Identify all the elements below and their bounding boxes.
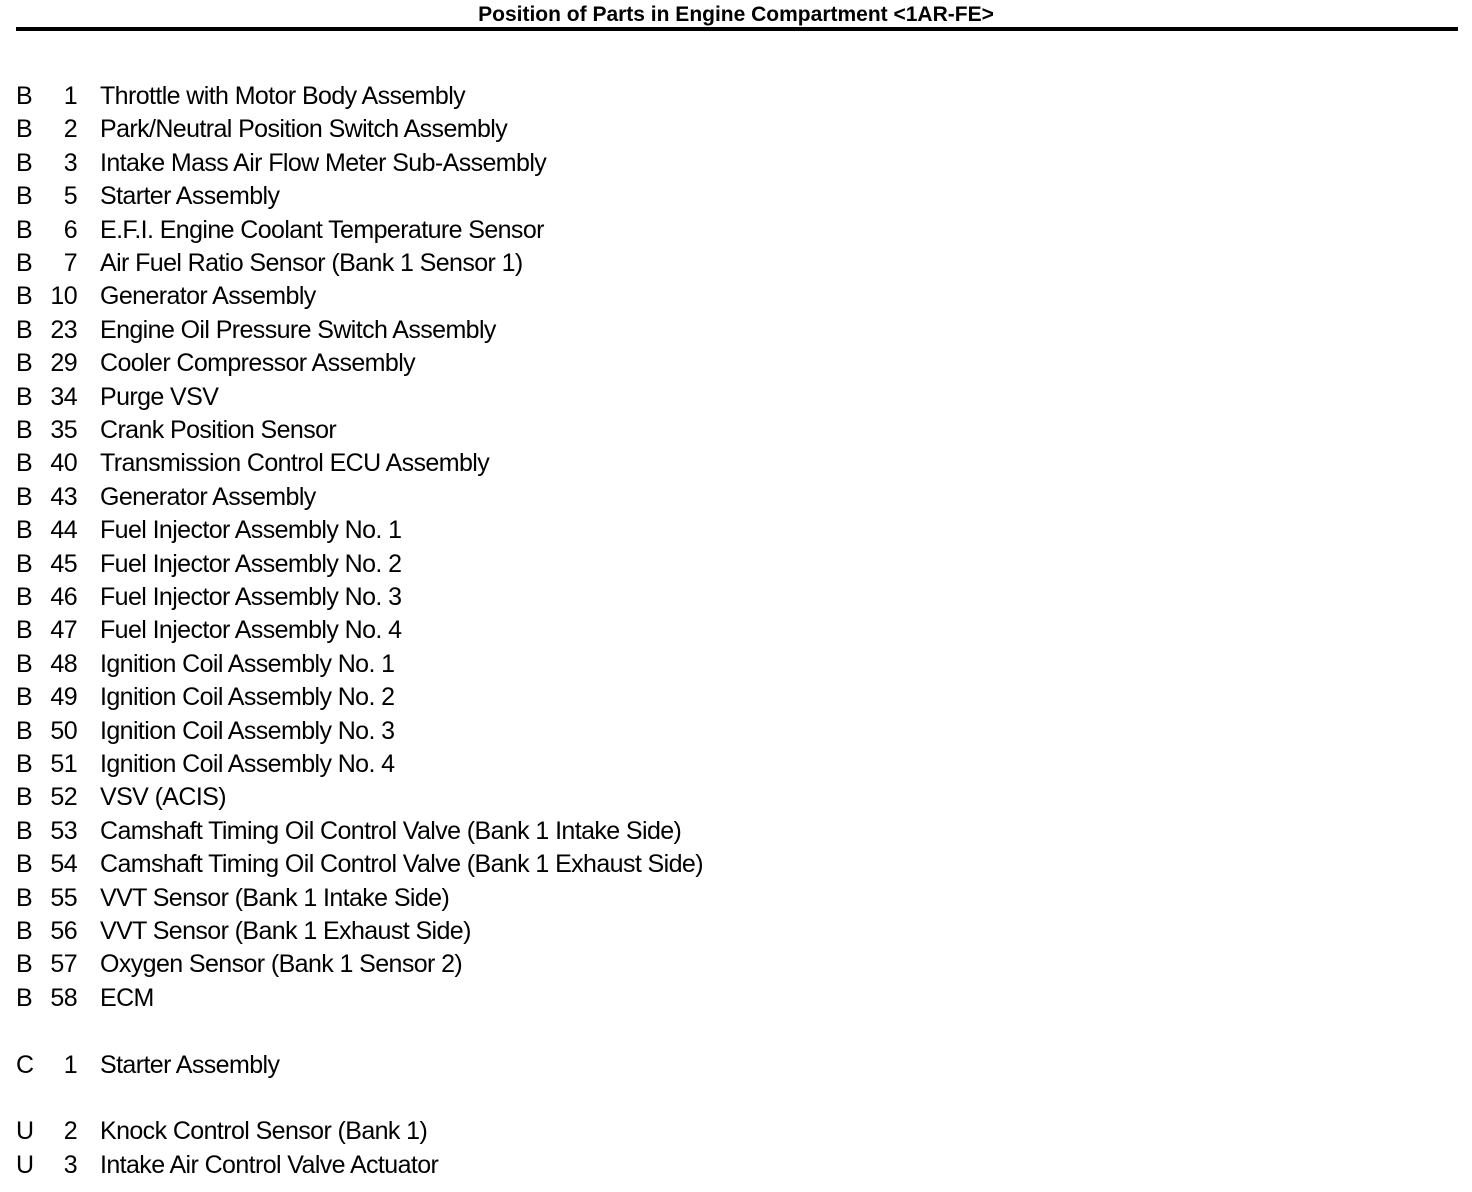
part-number: 47 (50, 616, 77, 644)
part-number: 5 (63, 182, 77, 210)
part-name: Engine Oil Pressure Switch Assembly (100, 316, 496, 344)
part-row (0, 982, 900, 1015)
part-row (0, 280, 900, 313)
part-connector-code: B (16, 750, 33, 778)
part-name: VVT Sensor (Bank 1 Intake Side) (100, 884, 450, 912)
part-connector-code: B (16, 817, 33, 845)
part-connector-code: B (16, 650, 33, 678)
part-row (0, 548, 900, 581)
part-row (0, 113, 900, 146)
part-number: 40 (50, 449, 77, 477)
part-connector-code: C (16, 1051, 34, 1079)
part-number: 49 (50, 683, 77, 711)
part-number: 10 (50, 282, 77, 310)
part-number: 1 (63, 1051, 77, 1079)
part-number: 34 (50, 383, 77, 411)
part-number: 2 (63, 1117, 77, 1145)
part-name: ECM (100, 984, 154, 1012)
part-row (0, 381, 900, 414)
part-name: Fuel Injector Assembly No. 3 (100, 583, 402, 611)
part-name: Crank Position Sensor (100, 416, 337, 444)
part-row (0, 748, 900, 781)
part-name: Ignition Coil Assembly No. 4 (100, 750, 395, 778)
part-name: Intake Mass Air Flow Meter Sub-Assembly (100, 149, 547, 177)
part-row (0, 414, 900, 447)
part-connector-code: B (16, 249, 33, 277)
part-name: Generator Assembly (100, 483, 316, 511)
part-row (0, 1115, 900, 1148)
part-number: 50 (50, 717, 77, 745)
part-name: VSV (ACIS) (100, 783, 226, 811)
part-connector-code: B (16, 216, 33, 244)
part-connector-code: U (16, 1117, 34, 1145)
part-name: Ignition Coil Assembly No. 2 (100, 683, 395, 711)
part-row (0, 581, 900, 614)
part-connector-code: B (16, 149, 33, 177)
part-number: 6 (63, 216, 77, 244)
part-row (0, 147, 900, 180)
part-number: 3 (63, 149, 77, 177)
part-connector-code: B (16, 115, 33, 143)
part-name: Transmission Control ECU Assembly (100, 449, 490, 477)
part-name: Starter Assembly (100, 1051, 280, 1079)
part-name: Fuel Injector Assembly No. 2 (100, 550, 402, 578)
part-name: Generator Assembly (100, 282, 316, 310)
part-row (0, 848, 900, 881)
part-name: Throttle with Motor Body Assembly (100, 82, 466, 110)
part-name: Starter Assembly (100, 182, 280, 210)
part-row (0, 1149, 900, 1182)
part-connector-code: B (16, 717, 33, 745)
part-number: 48 (50, 650, 77, 678)
part-name: Ignition Coil Assembly No. 1 (100, 650, 395, 678)
part-row (0, 815, 900, 848)
part-connector-code: B (16, 182, 33, 210)
part-number: 57 (50, 950, 77, 978)
part-name: Intake Air Control Valve Actuator (100, 1151, 439, 1179)
part-number: 7 (63, 249, 77, 277)
part-row (0, 648, 900, 681)
part-name: Cooler Compressor Assembly (100, 349, 416, 377)
part-number: 3 (63, 1151, 77, 1179)
part-name: Oxygen Sensor (Bank 1 Sensor 2) (100, 950, 463, 978)
part-number: 29 (50, 349, 77, 377)
part-connector-code: B (16, 282, 33, 310)
part-connector-code: B (16, 483, 33, 511)
part-row (0, 180, 900, 213)
part-name: VVT Sensor (Bank 1 Exhaust Side) (100, 917, 471, 945)
part-name: Air Fuel Ratio Sensor (Bank 1 Sensor 1) (100, 249, 523, 277)
part-row (0, 681, 900, 714)
part-connector-code: B (16, 884, 33, 912)
part-name: Purge VSV (100, 383, 219, 411)
part-connector-code: B (16, 950, 33, 978)
part-connector-code: B (16, 583, 33, 611)
part-row (0, 80, 900, 113)
part-name: E.F.I. Engine Coolant Temperature Sensor (100, 216, 544, 244)
part-number: 51 (50, 750, 77, 778)
part-name: Camshaft Timing Oil Control Valve (Bank 1 Intake Side) (100, 817, 682, 845)
part-number: 43 (50, 483, 77, 511)
part-row (0, 514, 900, 547)
part-connector-code: B (16, 316, 33, 344)
part-name: Fuel Injector Assembly No. 4 (100, 616, 402, 644)
part-connector-code: B (16, 917, 33, 945)
part-name: Knock Control Sensor (Bank 1) (100, 1117, 428, 1145)
part-connector-code: B (16, 984, 33, 1012)
part-row (0, 347, 900, 380)
part-number: 2 (63, 115, 77, 143)
part-number: 54 (50, 850, 77, 878)
part-row (0, 948, 900, 981)
part-connector-code: B (16, 416, 33, 444)
part-number: 58 (50, 984, 77, 1012)
part-number: 1 (63, 82, 77, 110)
part-connector-code: B (16, 516, 33, 544)
part-number: 55 (50, 884, 77, 912)
part-connector-code: B (16, 383, 33, 411)
part-number: 23 (50, 316, 77, 344)
part-row (0, 447, 900, 480)
part-connector-code: B (16, 850, 33, 878)
part-row (0, 781, 900, 814)
part-connector-code: B (16, 683, 33, 711)
part-connector-code: U (16, 1151, 34, 1179)
part-name: Ignition Coil Assembly No. 3 (100, 717, 395, 745)
part-row (0, 481, 900, 514)
part-name: Fuel Injector Assembly No. 1 (100, 516, 402, 544)
part-row (0, 915, 900, 948)
part-row (0, 214, 900, 247)
part-connector-code: B (16, 449, 33, 477)
page-title: Position of Parts in Engine Compartment <1AR-FE> (478, 3, 994, 26)
part-number: 44 (50, 516, 77, 544)
part-connector-code: B (16, 550, 33, 578)
part-name: Park/Neutral Position Switch Assembly (100, 115, 508, 143)
part-row (0, 882, 900, 915)
part-row (0, 247, 900, 280)
part-connector-code: B (16, 616, 33, 644)
part-connector-code: B (16, 783, 33, 811)
part-number: 53 (50, 817, 77, 845)
part-row (0, 1049, 900, 1082)
part-row (0, 314, 900, 347)
part-row (0, 614, 900, 647)
part-number: 56 (50, 917, 77, 945)
part-connector-code: B (16, 82, 33, 110)
part-number: 46 (50, 583, 77, 611)
part-number: 52 (50, 783, 77, 811)
part-number: 35 (50, 416, 77, 444)
part-row (0, 715, 900, 748)
part-connector-code: B (16, 349, 33, 377)
part-number: 45 (50, 550, 77, 578)
part-name: Camshaft Timing Oil Control Valve (Bank 1 Exhaust Side) (100, 850, 703, 878)
